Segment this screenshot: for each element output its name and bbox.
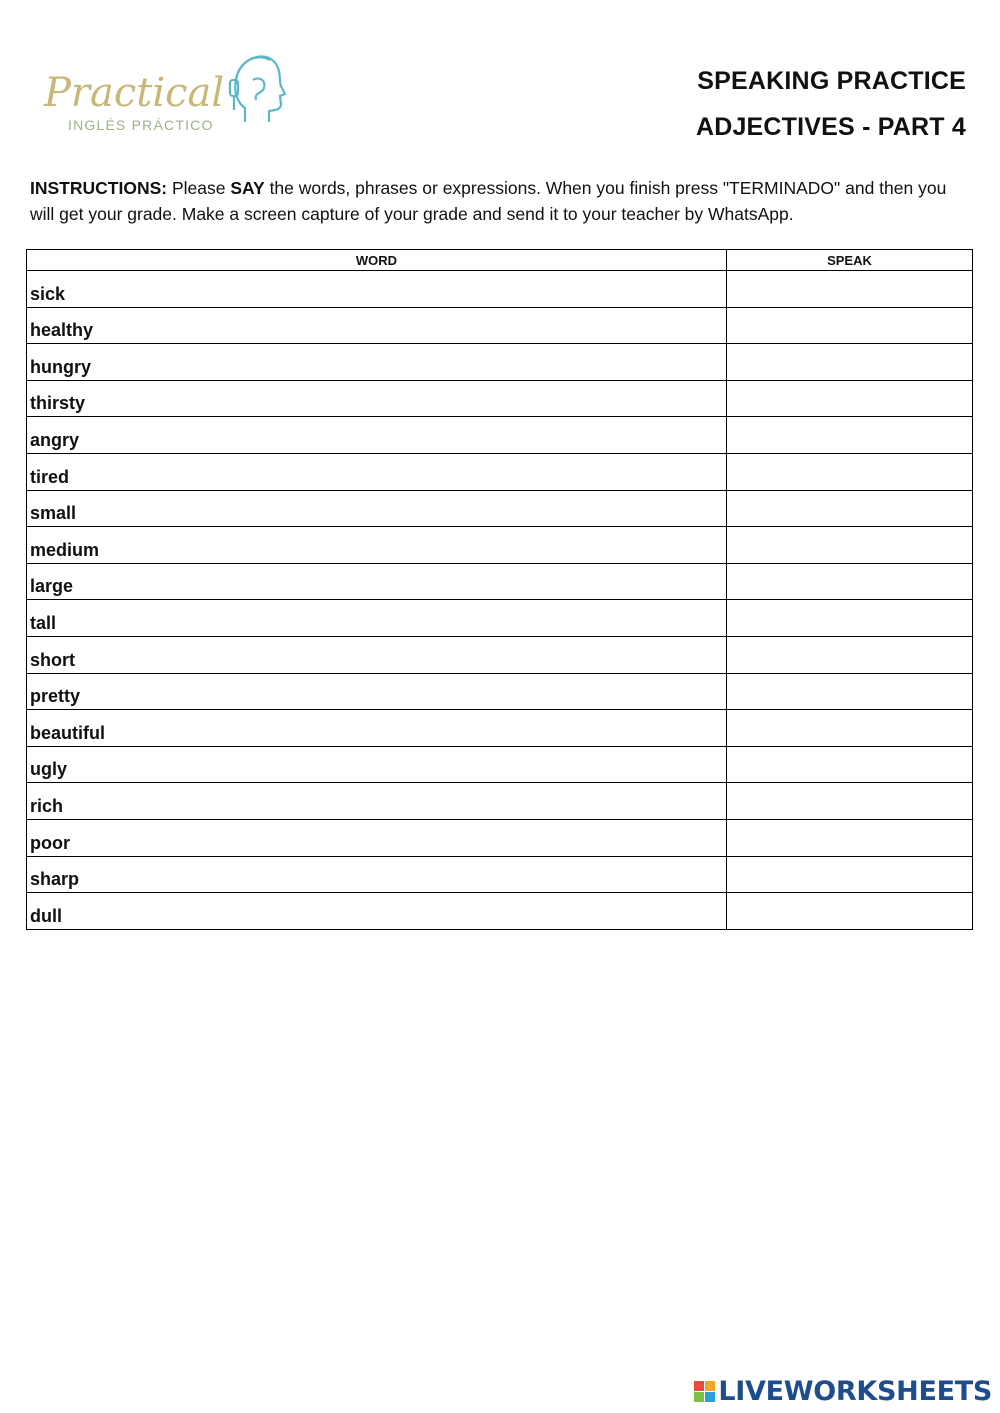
table-header-row: [27, 250, 973, 271]
word-cell: thirsty: [27, 380, 727, 417]
logo-script-text: Practical: [44, 70, 225, 116]
word-cell: small: [27, 490, 727, 527]
word-cell: medium: [27, 527, 727, 564]
speak-cell[interactable]: [727, 490, 973, 527]
badge-square: [705, 1381, 715, 1391]
page-title: SPEAKING PRACTICE: [697, 67, 966, 95]
speak-cell[interactable]: [727, 746, 973, 783]
table-row: [27, 819, 973, 856]
speak-cell[interactable]: [727, 710, 973, 747]
table-row: [27, 600, 973, 637]
badge-square: [694, 1381, 704, 1391]
speak-cell[interactable]: [727, 636, 973, 673]
word-cell: tall: [27, 600, 727, 637]
table-row: [27, 453, 973, 490]
column-header-speak: SPEAK: [727, 250, 973, 271]
word-cell: sick: [27, 271, 727, 308]
word-table: [26, 249, 973, 930]
table-row: [27, 673, 973, 710]
speak-cell[interactable]: [727, 453, 973, 490]
instructions-part2: the words, phrases or expressions. When you finish press "TERMINADO" and then you will get your grade. Make a screen capture of your grade and send it to your teacher by WhatsApp.: [30, 178, 947, 224]
word-cell: beautiful: [27, 710, 727, 747]
column-header-word: WORD: [27, 250, 727, 271]
word-cell: pretty: [27, 673, 727, 710]
speak-cell[interactable]: [727, 856, 973, 893]
logo-sub-text: INGLÉS PRÁCTICO: [68, 117, 214, 133]
word-cell: hungry: [27, 344, 727, 381]
word-cell: tired: [27, 453, 727, 490]
liveworksheets-badge-icon: [694, 1381, 715, 1402]
speak-cell[interactable]: [727, 673, 973, 710]
table-row: [27, 490, 973, 527]
speak-cell[interactable]: [727, 271, 973, 308]
table-row: [27, 307, 973, 344]
page-subtitle: ADJECTIVES - PART 4: [695, 113, 966, 141]
speak-cell[interactable]: [727, 527, 973, 564]
speak-cell[interactable]: [727, 307, 973, 344]
badge-square: [694, 1392, 704, 1402]
table-row: [27, 893, 973, 930]
speak-cell[interactable]: [727, 783, 973, 820]
word-cell: sharp: [27, 856, 727, 893]
instructions-label: INSTRUCTIONS:: [30, 178, 168, 198]
word-cell: healthy: [27, 307, 727, 344]
title-block: [696, 58, 966, 150]
table-row: [27, 563, 973, 600]
table-row: [27, 271, 973, 308]
word-cell: short: [27, 636, 727, 673]
practical-logo: [40, 48, 290, 138]
table-row: [27, 527, 973, 564]
word-cell: rich: [27, 783, 727, 820]
word-cell: poor: [27, 819, 727, 856]
table-row: [27, 746, 973, 783]
logo-graphic: [40, 48, 290, 138]
table-row: [27, 344, 973, 381]
speak-cell[interactable]: [727, 893, 973, 930]
word-cell: ugly: [27, 746, 727, 783]
word-rows: [27, 271, 973, 930]
head-headphones-icon: [230, 57, 285, 123]
table-row: [27, 636, 973, 673]
instructions-part1: Please: [167, 178, 231, 198]
instructions-text: [30, 175, 965, 227]
liveworksheets-brand: [694, 1376, 992, 1407]
word-cell: angry: [27, 417, 727, 454]
liveworksheets-wordmark: LIVEWORKSHEETS: [718, 1376, 992, 1407]
word-cell: dull: [27, 893, 727, 930]
speak-cell[interactable]: [727, 563, 973, 600]
table-row: [27, 380, 973, 417]
table-row: [27, 856, 973, 893]
instructions-emphasis: SAY: [230, 178, 265, 198]
speak-cell[interactable]: [727, 380, 973, 417]
speak-cell[interactable]: [727, 600, 973, 637]
word-cell: large: [27, 563, 727, 600]
table-row: [27, 783, 973, 820]
badge-square: [705, 1392, 715, 1402]
table-row: [27, 710, 973, 747]
table-row: [27, 417, 973, 454]
speak-cell[interactable]: [727, 344, 973, 381]
speak-cell[interactable]: [727, 819, 973, 856]
speak-cell[interactable]: [727, 417, 973, 454]
